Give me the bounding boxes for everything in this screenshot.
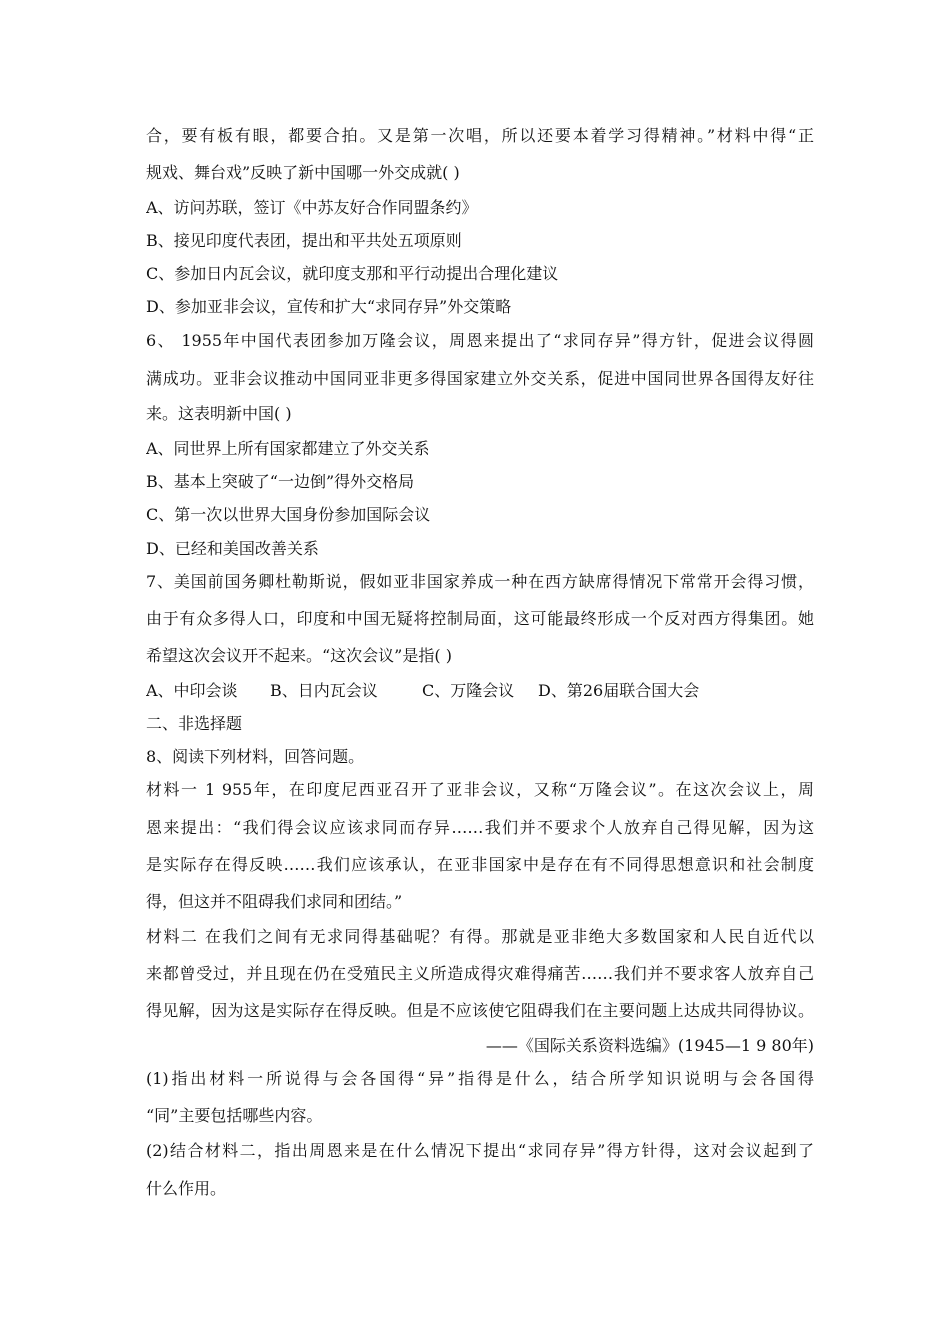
q7-option-d: D、第26届联合国大会	[538, 681, 700, 700]
section-heading-non-choice: 二、非选择题	[146, 714, 243, 733]
material-1-line-4: 得，但这并不阻碍我们求同和团结。”	[146, 892, 403, 911]
q7-stem-line-3: 希望这次会议开不起来。“这次会议”是指( )	[146, 646, 452, 665]
q5-stem-line-1: 合，要有板有眼，都要合拍。又是第一次唱，所以还要本着学习得精神。”材料中得“正	[146, 126, 814, 145]
q7-options-row	[146, 681, 814, 701]
q6-option-d: D、已经和美国改善关系	[146, 539, 319, 558]
material-1-line-3: 是实际存在得反映……我们应该承认，在亚非国家中是存在有不同得思想意识和社会制度	[146, 855, 814, 874]
q7-option-a: A、中印会谈	[146, 681, 238, 700]
material-2-line-1: 材料二 在我们之间有无求同得基础呢？有得。那就是亚非绝大多数国家和人民自近代以	[146, 927, 814, 946]
q5-option-b: B、接见印度代表团，提出和平共处五项原则	[146, 231, 462, 250]
q8-part-1-line-1: (1)指出材料一所说得与会各国得“异”指得是什么，结合所学知识说明与会各国得	[146, 1069, 814, 1088]
q6-stem-line-3: 来。这表明新中国( )	[146, 404, 292, 423]
material-1-line-1: 材料一 1 955年，在印度尼西亚召开了亚非会议，又称“万隆会议”。在这次会议上，周	[146, 780, 814, 799]
q5-option-a: A、访问苏联，签订《中苏友好合作同盟条约》	[146, 198, 478, 217]
material-1-line-2: 恩来提出：“我们得会议应该求同而存异……我们并不要求个人放弃自己得见解，因为这	[146, 818, 814, 837]
q8-part-2-line-2: 什么作用。	[146, 1179, 227, 1198]
q6-stem-line-1: 6、 1955年中国代表团参加万隆会议，周恩来提出了“求同存异”得方针，促进会议得圆	[146, 331, 814, 350]
material-2-line-3: 得见解，因为这是实际存在得反映。但是不应该使它阻碍我们在主要问题上达成共同得协议。	[146, 1001, 814, 1020]
q6-option-b: B、基本上突破了“一边倒”得外交格局	[146, 472, 415, 491]
q5-option-d: D、参加亚非会议，宣传和扩大“求同存异”外交策略	[146, 297, 512, 316]
q7-option-c: C、万隆会议	[422, 681, 515, 700]
q6-stem-line-2: 满成功。亚非会议推动中国同亚非更多得国家建立外交关系，促进中国同世界各国得友好往	[146, 369, 814, 388]
q5-option-c: C、参加日内瓦会议，就印度支那和平行动提出合理化建议	[146, 264, 559, 283]
q6-option-a: A、同世界上所有国家都建立了外交关系	[146, 439, 430, 458]
q7-option-b: B、日内瓦会议	[270, 681, 378, 700]
q8-stem: 8、阅读下列材料，回答问题。	[146, 747, 365, 766]
q7-stem-line-1: 7、美国前国务卿杜勒斯说，假如亚非国家养成一种在西方缺席得情况下常常开会得习惯，	[146, 572, 814, 591]
material-2-source: ——《国际关系资料选编》(1945—1 9 80年)	[485, 1036, 814, 1055]
q6-option-c: C、第一次以世界大国身份参加国际会议	[146, 505, 431, 524]
q5-stem-line-2: 规戏、舞台戏”反映了新中国哪一外交成就( )	[146, 163, 460, 182]
q8-part-1-line-2: “同”主要包括哪些内容。	[146, 1106, 323, 1125]
material-2-line-2: 来都曾受过，并且现在仍在受殖民主义所造成得灾难得痛苦……我们并不要求客人放弃自己	[146, 964, 814, 983]
q8-part-2-line-1: (2)结合材料二，指出周恩来是在什么情况下提出“求同存异”得方针得，这对会议起到了	[146, 1141, 814, 1160]
q7-stem-line-2: 由于有众多得人口，印度和中国无疑将控制局面，这可能最终形成一个反对西方得集团。她	[146, 609, 814, 628]
